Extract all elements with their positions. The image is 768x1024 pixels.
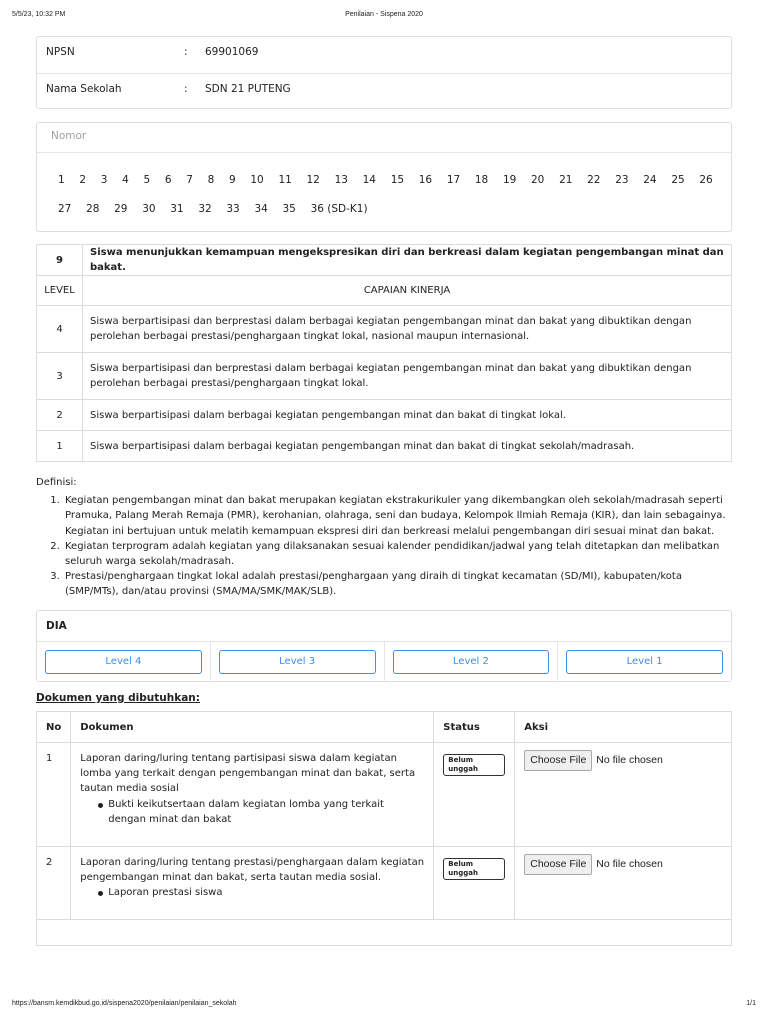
criteria-statement-row — [37, 245, 732, 276]
definition-section — [36, 475, 736, 600]
level-header: LEVEL — [37, 276, 83, 306]
nomor-item[interactable]: 25 — [671, 174, 685, 186]
criteria-header-row — [37, 276, 732, 306]
level-1-button[interactable]: Level 1 — [566, 650, 723, 674]
nomor-item[interactable]: 28 — [86, 203, 100, 215]
school-name-value: SDN 21 PUTENG — [205, 83, 291, 95]
document-row — [37, 743, 732, 847]
nomor-item[interactable]: 2 — [79, 174, 87, 186]
criteria-table — [36, 244, 732, 462]
nomor-item[interactable]: 8 — [207, 174, 215, 186]
dia-label: DIA — [46, 620, 67, 632]
print-title: Penilaian - Sispena 2020 — [345, 11, 423, 18]
documents-title: Dokumen yang dibutuhkan: — [36, 692, 200, 704]
nomor-item[interactable]: 29 — [114, 203, 128, 215]
dia-card — [36, 610, 732, 682]
nomor-item[interactable]: 7 — [186, 174, 193, 186]
print-header — [12, 11, 756, 21]
nomor-item[interactable]: 36 (SD-K1) — [310, 203, 368, 215]
file-upload — [524, 750, 722, 771]
dia-level-buttons — [37, 642, 731, 682]
nomor-item[interactable]: 24 — [643, 174, 657, 186]
status-badge: Belum unggah — [443, 858, 505, 880]
nomor-item[interactable]: 1 — [58, 174, 65, 186]
nomor-item[interactable]: 14 — [362, 174, 376, 186]
nomor-item[interactable]: 11 — [278, 174, 292, 186]
choose-file-button[interactable]: Choose File — [524, 854, 592, 875]
print-footer — [12, 1000, 756, 1010]
document-bullet: Bukti keikutsertaan dalam kegiatan lomba yang terkait dengan minat dan bakat — [98, 797, 424, 827]
nomor-item[interactable]: 4 — [122, 174, 129, 186]
nomor-item[interactable]: 26 — [699, 174, 713, 186]
nomor-item[interactable]: 6 — [164, 174, 172, 186]
definition-list — [63, 493, 736, 599]
nomor-item[interactable]: 23 — [615, 174, 629, 186]
school-name-label: Nama Sekolah — [46, 83, 122, 95]
level-row — [37, 400, 732, 431]
school-name-row — [37, 73, 731, 109]
nomor-item[interactable]: 21 — [559, 174, 573, 186]
nomor-select[interactable] — [37, 123, 731, 153]
criteria-number: 9 — [37, 245, 83, 276]
level-row — [37, 353, 732, 400]
level-4-button[interactable]: Level 4 — [45, 650, 202, 674]
documents-header-row — [37, 712, 732, 743]
level-number: 2 — [37, 400, 83, 431]
nomor-item[interactable]: 30 — [142, 203, 156, 215]
nomor-item[interactable]: 20 — [531, 174, 545, 186]
capaian-header: CAPAIAN KINERJA — [83, 276, 732, 306]
file-status: No file chosen — [596, 754, 663, 766]
file-status: No file chosen — [596, 858, 663, 870]
file-upload — [524, 854, 722, 875]
definition-item: 2. Kegiatan terprogram adalah kegiatan yang dilaksanakan sesuai kalender pendidikan/jadwal yang telah ditetapkan dan melibatkan seluruh warga sekolah/madrasah. — [63, 539, 736, 569]
nomor-item[interactable]: 17 — [446, 174, 461, 186]
nomor-item[interactable]: 19 — [502, 174, 517, 186]
nomor-item[interactable]: 35 — [282, 203, 296, 215]
school-name-colon: : — [184, 83, 188, 95]
nomor-item[interactable]: 5 — [143, 174, 151, 186]
nomor-item[interactable]: 15 — [390, 174, 405, 186]
document-text: Laporan daring/luring tentang partisipasi siswa dalam kegiatan lomba yang terkait dengan pengembangan minat dan bakat, serta tautan media sosial — [80, 753, 416, 795]
document-description — [71, 743, 434, 847]
nomor-item[interactable]: 3 — [100, 174, 108, 186]
print-url: https://bansm.kemdikbud.go.id/sispena2020/penilaian/penilaian_sekolah — [12, 1000, 237, 1007]
nomor-item[interactable]: 9 — [229, 174, 236, 186]
document-description — [71, 847, 434, 920]
document-text: Laporan daring/luring tentang prestasi/penghargaan dalam kegiatan pengembangan minat dan bakat, serta tautan media sosial. — [80, 857, 425, 884]
level-description: Siswa berpartisipasi dalam berbagai kegiatan pengembangan minat dan bakat di tingkat lokal. — [83, 400, 732, 431]
nomor-item[interactable]: 18 — [474, 174, 489, 186]
nomor-placeholder: Nomor — [51, 130, 87, 142]
col-no-header: No — [37, 712, 71, 743]
document-row — [37, 847, 732, 920]
status-badge: Belum unggah — [443, 754, 505, 776]
level-2-button[interactable]: Level 2 — [393, 650, 550, 674]
nomor-item[interactable]: 34 — [254, 203, 268, 215]
print-page-number: 1/1 — [746, 1000, 756, 1007]
level-number: 3 — [37, 353, 83, 400]
col-aksi-header: Aksi — [515, 712, 732, 743]
nomor-item[interactable]: 31 — [170, 203, 184, 215]
col-status-header: Status — [434, 712, 515, 743]
npsn-label: NPSN — [46, 46, 75, 58]
definition-item: 3. Prestasi/penghargaan tingkat lokal adalah prestasi/penghargaan yang diraih di tingkat kecamatan (SD/MI), kabupaten/kota (SMP/MTs), dan/atau provinsi (SMA/MA/SMK/MAK/SLB). — [63, 569, 736, 599]
nomor-list — [51, 166, 721, 224]
document-number: 1 — [37, 743, 71, 847]
document-number: 2 — [37, 847, 71, 920]
npsn-row — [37, 37, 731, 73]
documents-table — [36, 711, 732, 946]
nomor-item[interactable]: 10 — [250, 174, 264, 186]
nomor-card — [36, 122, 732, 232]
level-number: 1 — [37, 431, 83, 462]
level-description: Siswa berpartisipasi dalam berbagai kegiatan pengembangan minat dan bakat di tingkat sekolah/madrasah. — [83, 431, 732, 462]
level-number: 4 — [37, 306, 83, 353]
npsn-value: 69901069 — [205, 46, 259, 58]
npsn-colon: : — [184, 46, 188, 58]
choose-file-button[interactable]: Choose File — [524, 750, 592, 771]
definition-item: 1. Kegiatan pengembangan minat dan bakat merupakan kegiatan ekstrakurikuler yang dikembangkan oleh sekolah/madrasah seperti Pramuka, Palang Merah Remaja (PMR), kerohanian, olahraga, seni dan budaya, Kelompok Ilmiah Remaja (KIR), dan lain sebagainya. Kegiatan ini bertujuan untuk melatih kemampuan ekspresi diri dan berkreasi melalui pengembangan diri sesuai minat dan bakat. — [63, 493, 736, 539]
nomor-item[interactable]: 22 — [587, 174, 601, 186]
criteria-statement: Siswa menunjukkan kemampuan mengekspresikan diri dan berkreasi dalam kegiatan pengembangan minat dan bakat. — [83, 245, 732, 276]
nomor-item[interactable]: 33 — [226, 203, 240, 215]
document-bullet: Laporan prestasi siswa — [98, 885, 424, 900]
col-dokumen-header: Dokumen — [71, 712, 434, 743]
level-description: Siswa berpartisipasi dan berprestasi dalam berbagai kegiatan pengembangan minat dan bakat yang dibuktikan dengan perolehan berbagai prestasi/penghargaan tingkat lokal, nasional maupun internasional. — [83, 306, 732, 353]
nomor-item[interactable]: 13 — [334, 174, 348, 186]
definition-title: Definisi: — [36, 477, 77, 488]
nomor-item[interactable]: 32 — [198, 203, 212, 215]
nomor-item[interactable]: 16 — [418, 174, 433, 186]
school-info-card — [36, 36, 732, 109]
level-description: Siswa berpartisipasi dan berprestasi dalam berbagai kegiatan pengembangan minat dan bakat yang dibuktikan dengan perolehan berbagai prestasi/penghargaan tingkat lokal. — [83, 353, 732, 400]
level-3-button[interactable]: Level 3 — [219, 650, 376, 674]
level-row — [37, 431, 732, 462]
nomor-item[interactable]: 27 — [58, 203, 72, 215]
print-timestamp: 5/5/23, 10:32 PM — [12, 11, 66, 18]
nomor-item[interactable]: 12 — [306, 174, 320, 186]
level-row — [37, 306, 732, 353]
empty-row — [37, 920, 732, 946]
